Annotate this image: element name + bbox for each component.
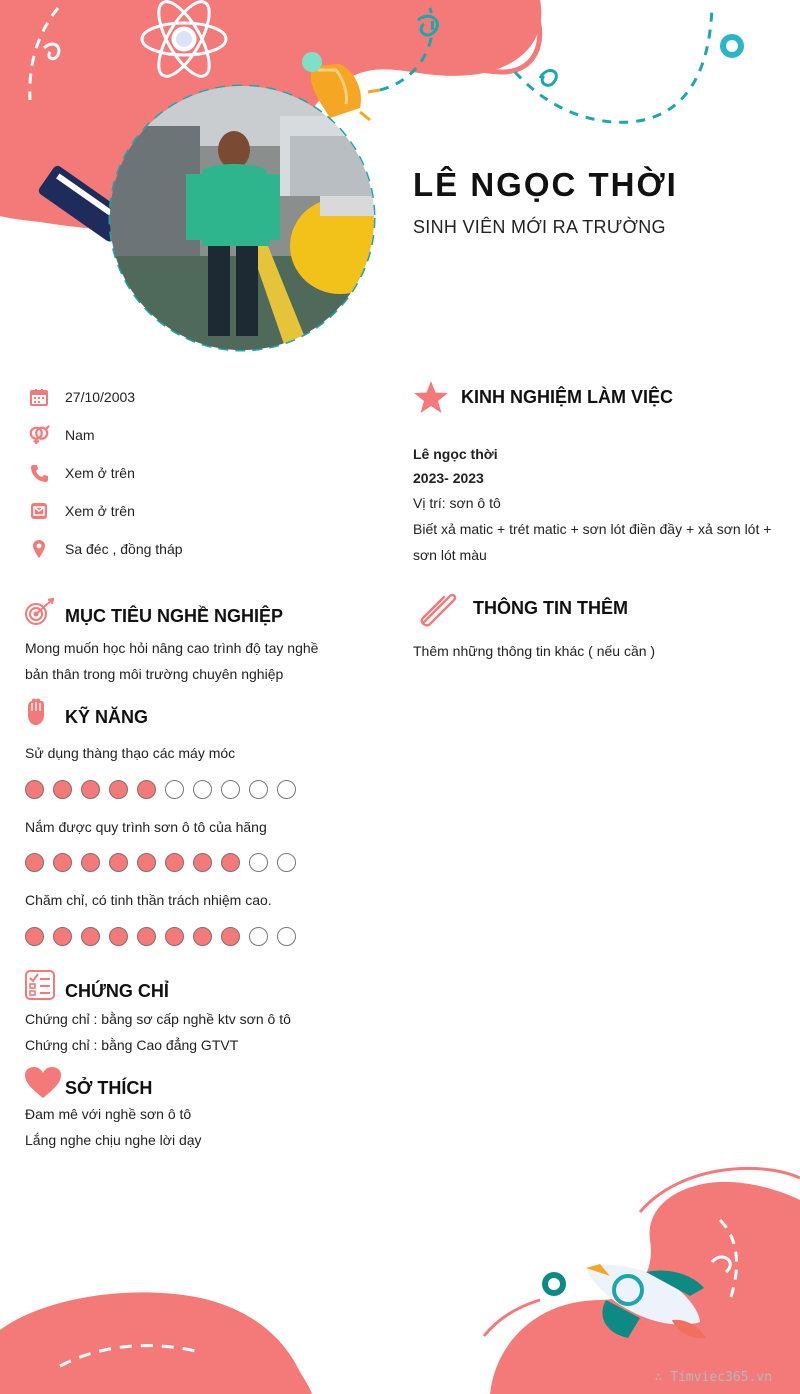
email-icon (28, 500, 50, 522)
skills-title: KỸ NĂNG (65, 707, 149, 727)
watermark-icon: ∴ (654, 1370, 671, 1385)
phone-icon (28, 462, 50, 484)
watermark (655, 1370, 772, 1385)
rating-dot-filled (221, 927, 240, 946)
rating-dot-filled (193, 927, 212, 946)
rating-dot-filled (25, 927, 44, 946)
rating-dot-filled (25, 853, 44, 872)
rating-dot-empty (165, 780, 184, 799)
contact-row-address (28, 537, 183, 561)
experience-title: KINH NGHIỆM LÀM VIỆC (461, 387, 674, 407)
experience-position: Vị trí: sơn ô tô (413, 495, 501, 511)
rating-dot-filled (53, 853, 72, 872)
watermark-text: Timviec365.vn (670, 1370, 772, 1385)
contact-row-gender (28, 423, 95, 447)
rating-dot-empty (277, 927, 296, 946)
rating-dot-empty (249, 853, 268, 872)
rating-dot-filled (109, 927, 128, 946)
rating-dot-filled (53, 927, 72, 946)
target-icon (24, 598, 56, 628)
calendar-icon (28, 386, 50, 408)
candidate-name: LÊ NGỌC THỜI (413, 166, 678, 203)
contact-row-birthday (28, 385, 136, 409)
profile-photo (110, 86, 374, 350)
rating-dot-filled (221, 853, 240, 872)
rating-dot-filled (109, 853, 128, 872)
rating-dot-filled (137, 853, 156, 872)
rating-dot-filled (137, 780, 156, 799)
experience-description: sơn lót màu (413, 547, 487, 563)
objective-line: bản thân trong môi trường chuyên nghiệp (25, 666, 284, 682)
extra-text: Thêm những thông tin khác ( nếu cần ) (413, 643, 656, 659)
contact-text: Xem ở trên (65, 465, 135, 481)
experience-description: Biết xả matic + trét matic + sơn lót điền đầy + xả sơn lót + (413, 521, 772, 537)
rating-dot-filled (109, 780, 128, 799)
skill-name: Nắm được quy trình sơn ô tô của hãng (25, 819, 267, 835)
contact-text: Xem ở trên (65, 503, 135, 519)
rating-dot-filled (81, 853, 100, 872)
rating-dot-empty (193, 780, 212, 799)
skill-rating (25, 780, 296, 799)
certificate-line: Chứng chỉ : bằng sơ cấp nghề ktv sơn ô tô (25, 1011, 291, 1027)
checklist-icon (24, 969, 56, 1001)
rating-dot-empty (221, 780, 240, 799)
hobby-line: Đam mê với nghề sơn ô tô (25, 1106, 192, 1122)
star-icon (413, 380, 449, 414)
candidate-title: SINH VIÊN MỚI RA TRƯỜNG (413, 217, 666, 237)
rating-dot-filled (81, 780, 100, 799)
rating-dot-filled (165, 927, 184, 946)
contact-row-email (28, 499, 135, 523)
rating-dot-filled (165, 853, 184, 872)
contact-text: 27/10/2003 (65, 389, 136, 405)
experience-company: Lê ngọc thời (413, 446, 498, 462)
skill-rating (25, 927, 296, 946)
skill-name: Sử dụng thàng thạo các máy móc (25, 745, 236, 761)
objective-title: MỤC TIÊU NGHỀ NGHIỆP (65, 606, 284, 626)
rating-dot-empty (249, 927, 268, 946)
ring-decoration (723, 37, 741, 55)
rating-dot-empty (277, 780, 296, 799)
location-icon (28, 538, 50, 560)
contact-text: Nam (65, 427, 95, 443)
hobbies-title: SỞ THÍCH (65, 1078, 153, 1098)
paperclip-icon (416, 588, 458, 628)
rating-dot-empty (277, 853, 296, 872)
extra-title: THÔNG TIN THÊM (473, 598, 628, 618)
rating-dot-filled (53, 780, 72, 799)
certificate-line: Chứng chỉ : bằng Cao đẳng GTVT (25, 1037, 239, 1053)
contact-text: Sa đéc , đồng tháp (65, 541, 183, 557)
fist-icon (24, 697, 48, 727)
hobby-line: Lắng nghe chịu nghe lời dạy (25, 1132, 202, 1148)
objective-line: Mong muốn học hỏi nâng cao trình độ tay nghề (25, 640, 319, 656)
bottom-left-blob (0, 1292, 312, 1394)
rating-dot-filled (25, 780, 44, 799)
skill-name: Chăm chỉ, có tinh thần trách nhiệm cao. (25, 892, 272, 908)
contact-row-phone (28, 461, 135, 485)
rating-dot-filled (137, 927, 156, 946)
gender-icon (28, 424, 50, 446)
rating-dot-filled (81, 927, 100, 946)
skill-rating (25, 853, 296, 872)
rating-dot-empty (249, 780, 268, 799)
heart-icon (24, 1066, 62, 1100)
certificates-title: CHỨNG CHỈ (65, 981, 169, 1001)
experience-period: 2023- 2023 (413, 470, 484, 486)
rating-dot-filled (193, 853, 212, 872)
